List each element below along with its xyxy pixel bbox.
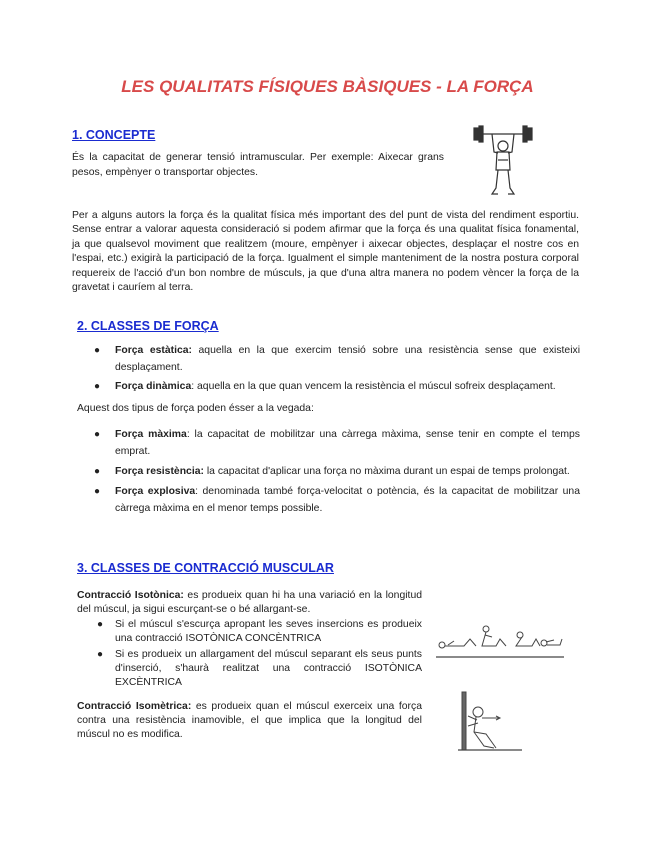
list-item [94, 342, 581, 376]
bullet-icon: ● [97, 619, 104, 630]
list-item [94, 426, 580, 460]
list-item [97, 648, 422, 690]
weightlifter-illustration [468, 122, 538, 207]
bullet-icon: ● [94, 429, 101, 440]
bullet-icon: ● [94, 486, 101, 497]
force-types-list [94, 342, 581, 395]
list-item [94, 483, 580, 517]
section-3-heading: 3. CLASSES DE CONTRACCIÓ MUSCULAR [77, 561, 334, 575]
concept-paragraph: Per a alguns autors la força és la qualitat física més important des del punt de vista del rendiment esportiu. Sense entrar a valorar aquesta consideració si podem afirmar que la força és una qualitat física fonamental, ja que qualsevol moviment que realitzem (moure, empènyer i aixecar objectes, desplaçar el nostre cos en l'espai, etc.) exigirà la participació de la força. Igualment el simple manteniment de la nostra postura corporal requereix de l'acció d'un bon nombre de músculs, ja que d'una altra manera no podem vèncer la força de la gravetat i cauríem al terra. [72, 210, 579, 294]
term: Contracció Isomètrica: [77, 701, 192, 712]
term: Força estàtica: [115, 345, 192, 356]
isotonic-definition [77, 589, 422, 617]
list-item [94, 463, 580, 480]
section-1-heading: 1. CONCEPTE [72, 128, 156, 142]
isometric-definition [77, 700, 422, 742]
list-item [94, 378, 580, 395]
combined-types-text: Aquest dos tipus de força poden ésser a la vegada: [77, 403, 314, 414]
list-item [97, 618, 422, 646]
definition: : aquella en la que quan vencem la resistència el múscul sofreix desplaçament. [191, 381, 556, 392]
list-text: Si es produeix un allargament del múscul separant els seus punts d'inserció, s'haurà realitzat una contracció ISOTÒNICA EXCÈNTRICA [115, 649, 422, 688]
term: Força màxima [115, 429, 187, 440]
force-subtypes-list [94, 426, 580, 517]
term: Força explosiva [115, 486, 196, 497]
term: Contracció Isotònica: [77, 590, 184, 601]
concept-intro: És la capacitat de generar tensió intramuscular. Per exemple: Aixecar grans pesos, empènyer o transportar objectes. [72, 152, 444, 178]
isotonic-list [97, 618, 422, 690]
term: Força resistència: [115, 466, 204, 477]
definition: es produeix quan hi ha una variació en la longitud del múscul, ja sigui escurçant-se o bé allargant-se. [77, 590, 422, 615]
bullet-icon: ● [97, 649, 104, 660]
page-title: LES QUALITATS FÍSIQUES BÀSIQUES - LA FORÇA [121, 77, 534, 96]
wall-push-illustration [456, 690, 524, 761]
definition: la capacitat d'aplicar una força no màxima durant un espai de temps prolongat. [203, 466, 570, 477]
list-text: Si el múscul s'escurça apropant les seves insercions es produeix una contracció ISOTÒNICA CONCÈNTRICA [115, 619, 422, 644]
bullet-icon: ● [94, 466, 101, 477]
definition: : la capacitat de mobilitzar una càrrega màxima, sense tenir en compte el temps emprat. [115, 429, 580, 457]
definition: aquella en la que exercim tensió sobre una resistència sense que existeixi desplaçament. [115, 345, 581, 373]
definition: : denominada també força-velocitat o potència, és la capacitat de mobilitzar una càrrega màxima en el menor temps possible. [115, 486, 580, 514]
section-2-heading: 2. CLASSES DE FORÇA [77, 319, 219, 333]
definition: es produeix quan el múscul exerceix una força contra una resistència inamovible, el que implica que la longitud del múscul no es modifica. [77, 701, 422, 740]
bullet-icon: ● [94, 381, 101, 392]
bullet-icon: ● [94, 345, 101, 356]
situp-sequence-illustration [436, 615, 566, 666]
term: Força dinàmica [115, 381, 192, 392]
